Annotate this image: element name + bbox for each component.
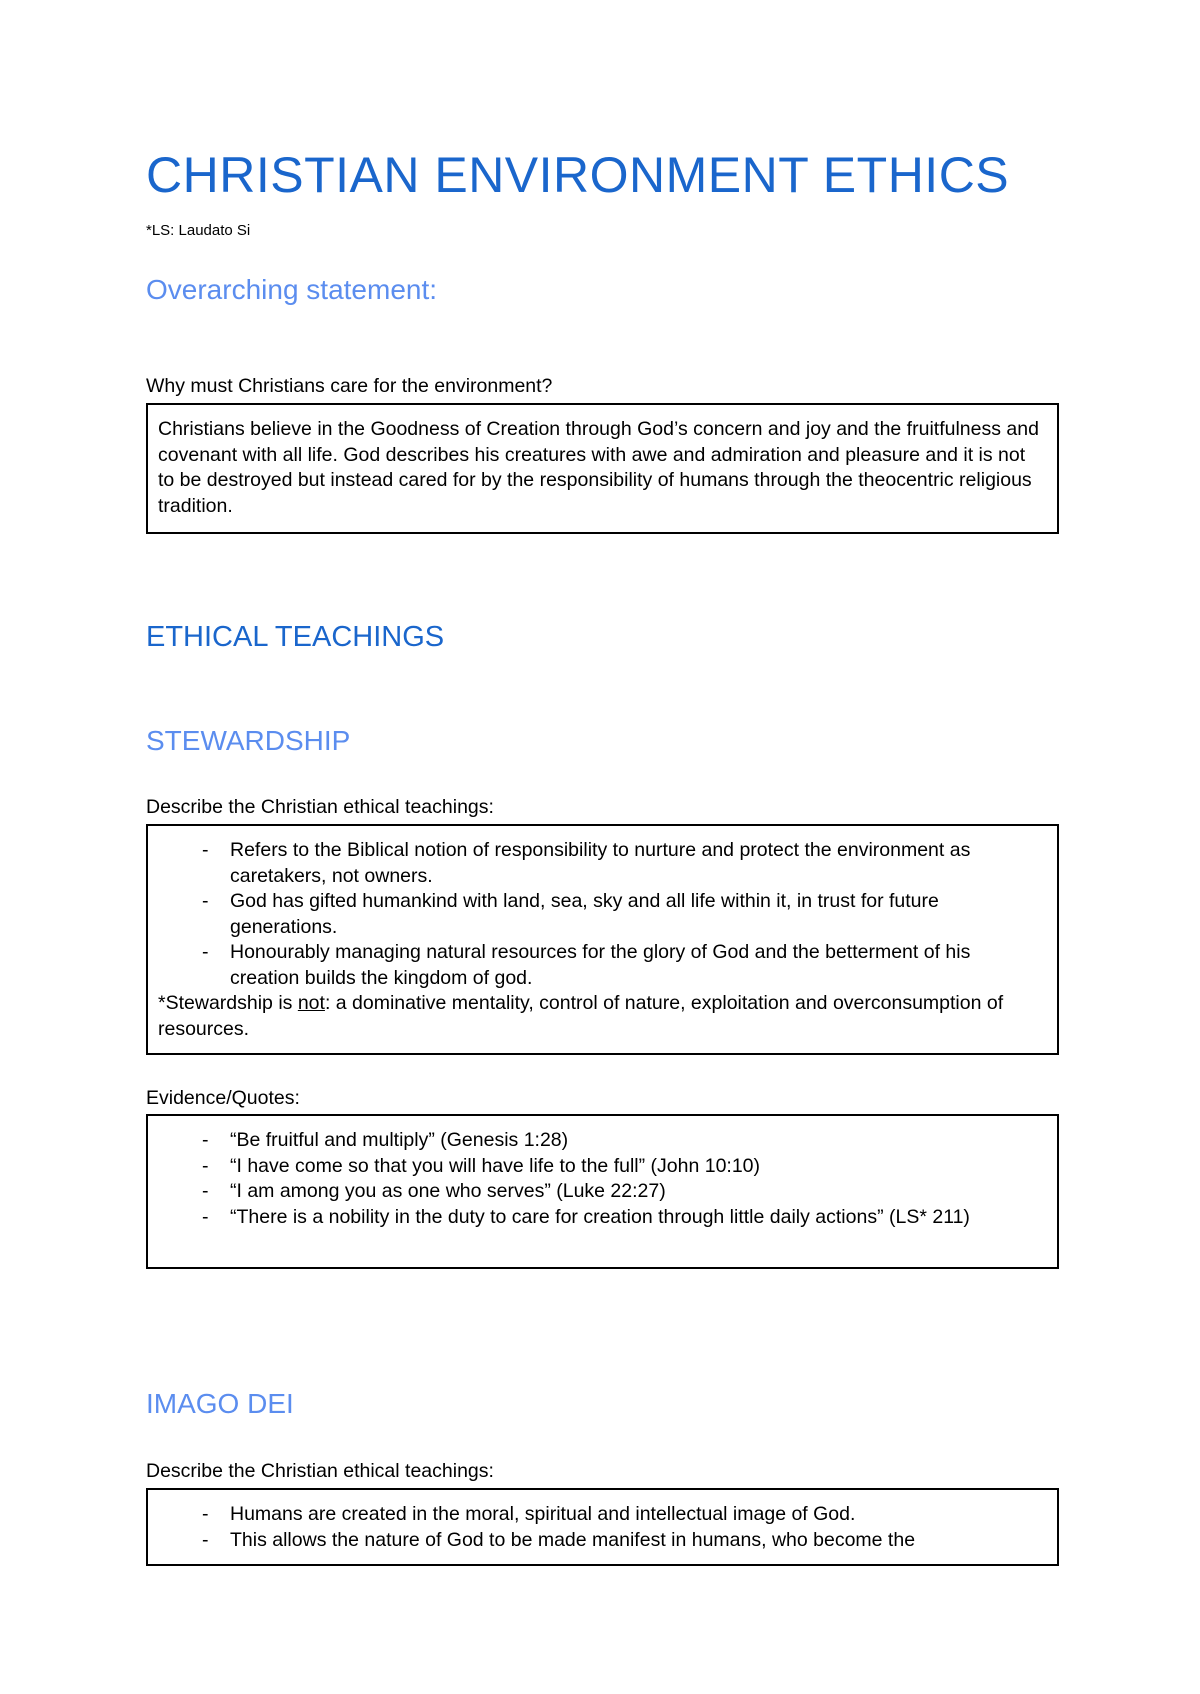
stewardship-points-list xyxy=(158,838,1045,991)
stewardship-note-prefix: *Stewardship is xyxy=(158,992,298,1014)
overarching-answer: Christians believe in the Goodness of Creation through God’s concern and joy and the fruitfulness and covenant with all life. God describes his creatures with awe and admiration and pleasure and it is not to be destroyed but instead cared for by the responsibility of humans through the theocentric religious tradition. xyxy=(158,418,1039,517)
imago-dei-teachings-box xyxy=(146,1488,1059,1566)
stewardship-evidence-label: Evidence/Quotes: xyxy=(146,1087,300,1109)
list-item: - “I am among you as one who serves” (Luke 22:27) xyxy=(158,1179,1045,1205)
stewardship-teachings-box xyxy=(146,824,1059,1055)
imago-dei-describe-label: Describe the Christian ethical teachings: xyxy=(146,1460,494,1482)
overarching-heading: Overarching statement: xyxy=(146,274,438,305)
overarching-question: Why must Christians care for the environment? xyxy=(146,375,553,397)
footnote: *LS: Laudato Si xyxy=(146,222,251,239)
stewardship-note xyxy=(158,991,1045,1042)
document-title: CHRISTIAN ENVIRONMENT ETHICS xyxy=(146,147,1010,203)
list-item: - “I have come so that you will have life to the full” (John 10:10) xyxy=(158,1154,1045,1180)
overarching-answer-box xyxy=(146,403,1059,534)
list-item: - “There is a nobility in the duty to care for creation through little daily actions” (LS* 211) xyxy=(158,1205,1045,1231)
list-item: - God has gifted humankind with land, sea, sky and all life within it, in trust for future generations. xyxy=(158,889,1045,940)
list-item: - Honourably managing natural resources for the glory of God and the betterment of his creation builds the kingdom of god. xyxy=(158,940,1045,991)
list-item: - “Be fruitful and multiply” (Genesis 1:28) xyxy=(158,1128,1045,1154)
ethical-teachings-heading: ETHICAL TEACHINGS xyxy=(146,621,445,653)
list-item: - Refers to the Biblical notion of responsibility to nurture and protect the environment as caretakers, not owners. xyxy=(158,838,1045,889)
list-item: - This allows the nature of God to be made manifest in humans, who become the xyxy=(158,1528,1045,1554)
imago-dei-points-list xyxy=(158,1502,1045,1553)
stewardship-quotes-box xyxy=(146,1114,1059,1269)
stewardship-heading: STEWARDSHIP xyxy=(146,725,351,756)
imago-dei-heading: IMAGO DEI xyxy=(146,1388,294,1419)
stewardship-note-emphasis: not xyxy=(297,992,325,1014)
stewardship-note-suffix: : a dominative mentality, control of nature, exploitation and overconsumption of resources. xyxy=(158,992,1004,1040)
stewardship-describe-label: Describe the Christian ethical teachings: xyxy=(146,796,494,818)
stewardship-quotes-list xyxy=(158,1128,1045,1230)
list-item: - Humans are created in the moral, spiritual and intellectual image of God. xyxy=(158,1502,1045,1528)
